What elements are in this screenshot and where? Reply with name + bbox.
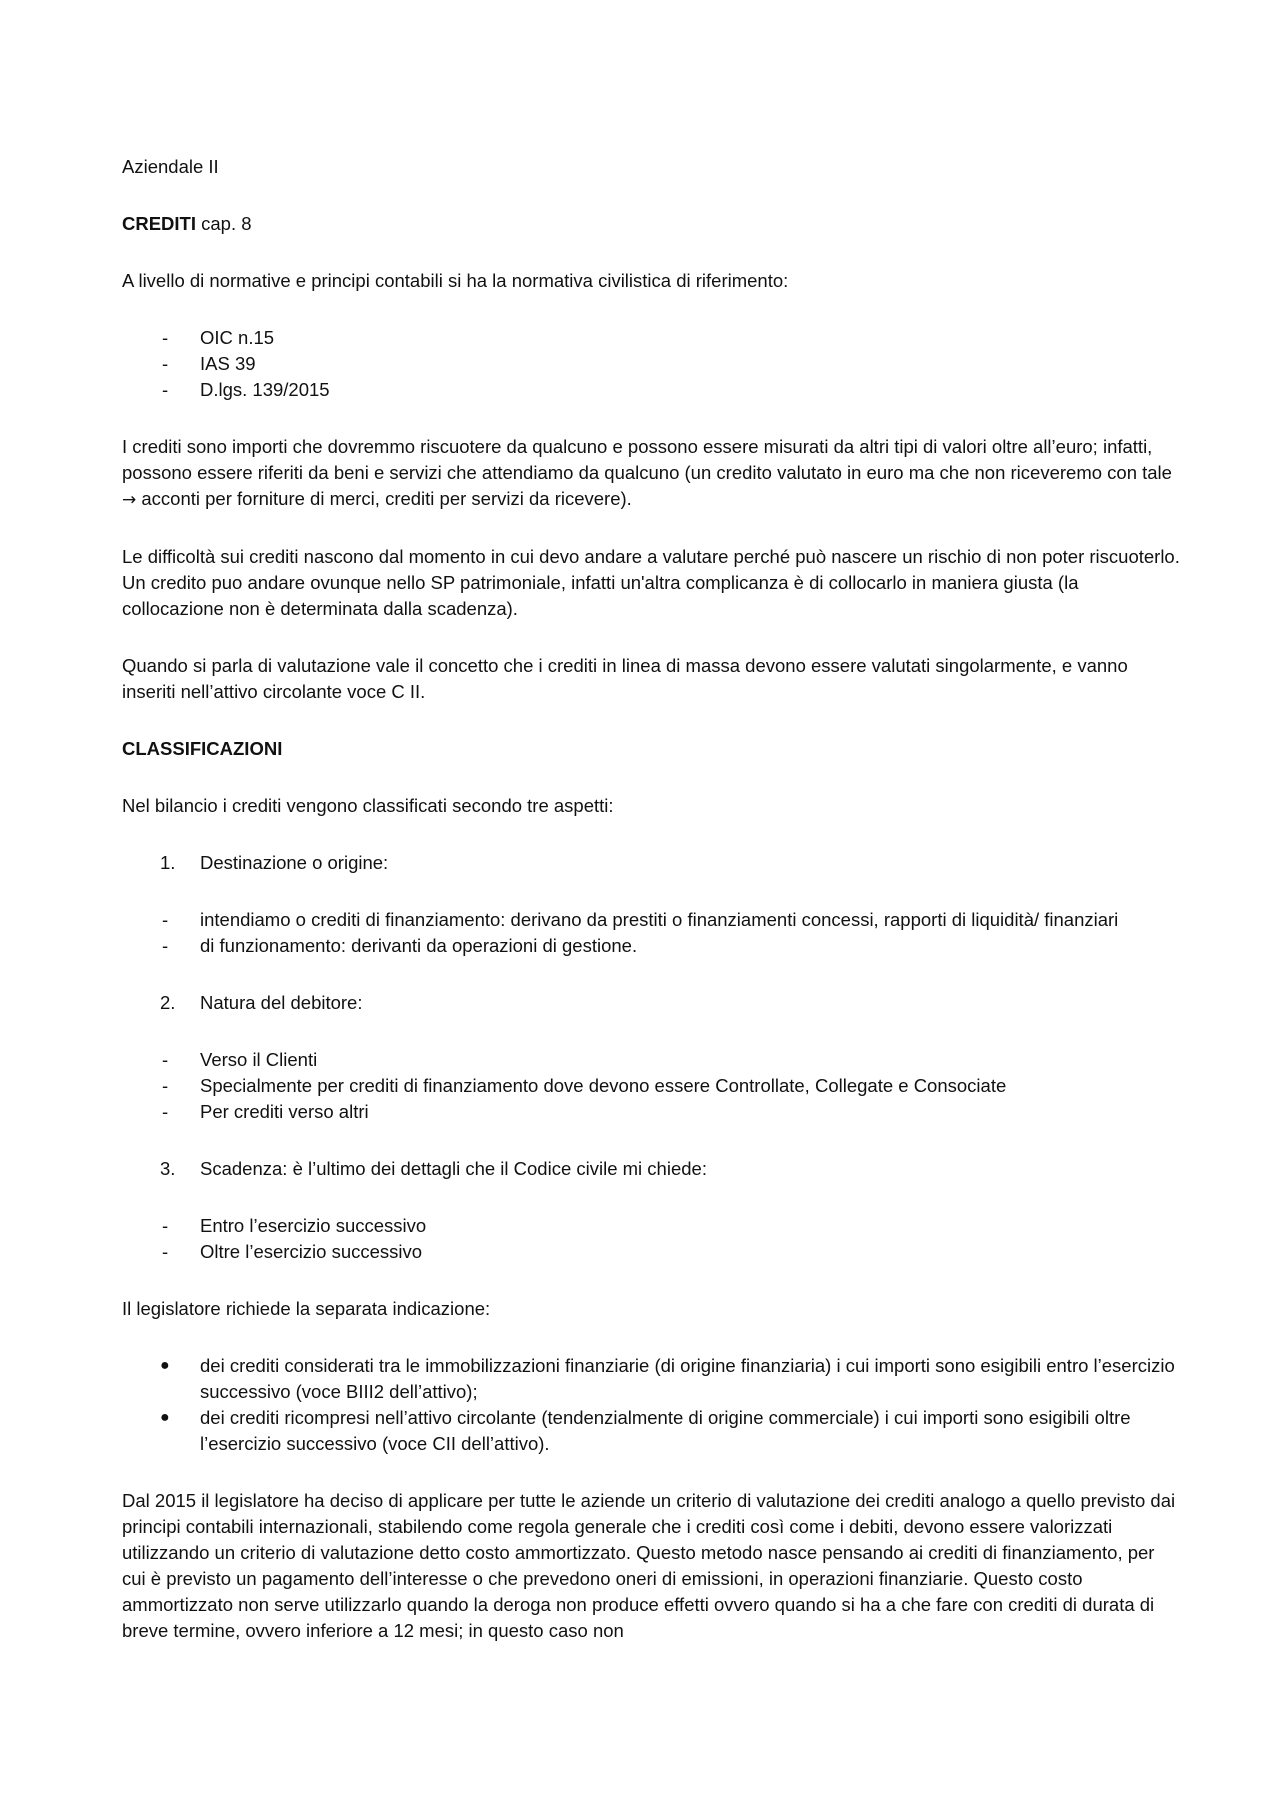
dash-marker: - — [162, 1101, 169, 1122]
list-item — [122, 377, 1180, 403]
bullet-item — [122, 1405, 1180, 1457]
arrow-right-icon: → — [122, 490, 137, 510]
list-item-text: Verso il Clienti — [200, 1049, 318, 1070]
section-heading-chapter: cap. 8 — [196, 213, 252, 234]
norms-list — [122, 325, 1180, 403]
list-item-text: Entro l’esercizio successivo — [200, 1215, 427, 1236]
list-item-text: intendiamo o crediti di finanziamento: derivano da prestiti o finanziamenti concessi, rapporti di liquidità/ finanziari — [200, 909, 1119, 930]
dash-marker: - — [162, 327, 169, 348]
paragraph-text: acconti per forniture di merci, crediti per servizi da ricevere). — [136, 488, 632, 509]
aspect-1-list — [122, 907, 1180, 959]
numbered-item-text: Scadenza: è l’ultimo dei dettagli che il Codice civile mi chiede: — [200, 1158, 707, 1179]
legislatore-intro: Il legislatore richiede la separata indicazione: — [122, 1298, 491, 1319]
document-title: Aziendale II — [122, 156, 219, 177]
list-item-text: di funzionamento: derivanti da operazioni di gestione. — [200, 935, 638, 956]
list-item-text: Per crediti verso altri — [200, 1101, 369, 1122]
list-item — [122, 1073, 1180, 1099]
bullet-item — [122, 1353, 1180, 1405]
dash-marker: - — [162, 379, 169, 400]
paragraph-valuation: Quando si parla di valutazione vale il concetto che i crediti in linea di massa devono essere valutati singolarmente, e vanno inseriti nell’attivo circolante voce C II. — [122, 655, 1128, 702]
bullet-icon: ● — [160, 1409, 170, 1426]
number-marker: 3. — [160, 1158, 176, 1179]
bullet-item-text: dei crediti ricompresi nell’attivo circolante (tendenzialmente di origine commerciale) i cui importi sono esigibili oltre l’esercizio successivo (voce CII dell’attivo). — [200, 1407, 1131, 1454]
bullet-icon: ● — [160, 1357, 170, 1374]
dash-marker: - — [162, 909, 169, 930]
number-marker: 2. — [160, 992, 176, 1013]
list-item — [122, 907, 1180, 933]
paragraph-text: I crediti sono importi che dovremmo riscuotere da qualcuno e possono essere misurati da altri tipi di valori oltre all’euro; infatti, possono essere riferiti da beni e servizi che attendiamo da qualcuno (un credito valutato in euro ma che non riceveremo con tale — [122, 436, 1172, 483]
aspect-3-list — [122, 1213, 1180, 1265]
dash-marker: - — [162, 353, 169, 374]
list-item — [122, 1099, 1180, 1125]
paragraph-definition — [122, 434, 1180, 513]
list-item-text: IAS 39 — [200, 353, 256, 374]
list-item-text: OIC n.15 — [200, 327, 275, 348]
aspect-2-list — [122, 1047, 1180, 1125]
list-item-text: Specialmente per crediti di finanziamento dove devono essere Controllate, Collegate e Consociate — [200, 1075, 1007, 1096]
list-item — [122, 1239, 1180, 1265]
number-marker: 1. — [160, 852, 176, 873]
dash-marker: - — [162, 1241, 169, 1262]
numbered-item — [122, 850, 1180, 876]
aspect-3 — [122, 1156, 1180, 1182]
bullet-item-text: dei crediti considerati tra le immobilizzazioni finanziarie (di origine finanziaria) i cui importi sono esigibili entro l’esercizio successivo (voce BIII2 dell’attivo); — [200, 1355, 1175, 1402]
dash-marker: - — [162, 1075, 169, 1096]
classification-intro: Nel bilancio i crediti vengono classificati secondo tre aspetti: — [122, 795, 614, 816]
aspect-1 — [122, 850, 1180, 876]
numbered-item — [122, 1156, 1180, 1182]
section-heading-bold: CREDITI — [122, 213, 196, 234]
dash-marker: - — [162, 935, 169, 956]
dash-marker: - — [162, 1049, 169, 1070]
section-heading-classificazioni: CLASSIFICAZIONI — [122, 738, 283, 759]
paragraph-amortized-cost: Dal 2015 il legislatore ha deciso di applicare per tutte le aziende un criterio di valutazione dei crediti analogo a quello previsto dai principi contabili internazionali, stabilendo come regola generale che i crediti così come i debiti, devono essere valorizzati utilizzando un criterio di valutazione detto costo ammortizzato. Questo metodo nasce pensando ai crediti di finanziamento, per cui è previsto un pagamento dell’interesse o che prevedono oneri di emissioni, in operazioni finanziarie. Questo costo ammortizzato non serve utilizzarlo quando la deroga non produce effetti ovvero quando si ha a che fare con crediti di durata di breve termine, ovvero inferiore a 12 mesi; in questo caso non — [122, 1490, 1176, 1641]
list-item — [122, 933, 1180, 959]
section-heading-crediti — [122, 211, 1180, 237]
list-item — [122, 351, 1180, 377]
list-item-text: D.lgs. 139/2015 — [200, 379, 330, 400]
list-item — [122, 1213, 1180, 1239]
dash-marker: - — [162, 1215, 169, 1236]
numbered-item — [122, 990, 1180, 1016]
legislatore-list — [122, 1353, 1180, 1457]
numbered-item-text: Natura del debitore: — [200, 992, 363, 1013]
numbered-item-text: Destinazione o origine: — [200, 852, 389, 873]
list-item-text: Oltre l’esercizio successivo — [200, 1241, 423, 1262]
list-item — [122, 325, 1180, 351]
aspect-2 — [122, 990, 1180, 1016]
intro-paragraph: A livello di normative e principi contabili si ha la normativa civilistica di riferimento: — [122, 270, 789, 291]
list-item — [122, 1047, 1180, 1073]
paragraph-difficulties: Le difficoltà sui crediti nascono dal momento in cui devo andare a valutare perché può nascere un rischio di non poter riscuoterlo. Un credito puo andare ovunque nello SP patrimoniale, infatti un'altra complicanza è di collocarlo in maniera giusta (la collocazione non è determinata dalla scadenza). — [122, 546, 1180, 619]
